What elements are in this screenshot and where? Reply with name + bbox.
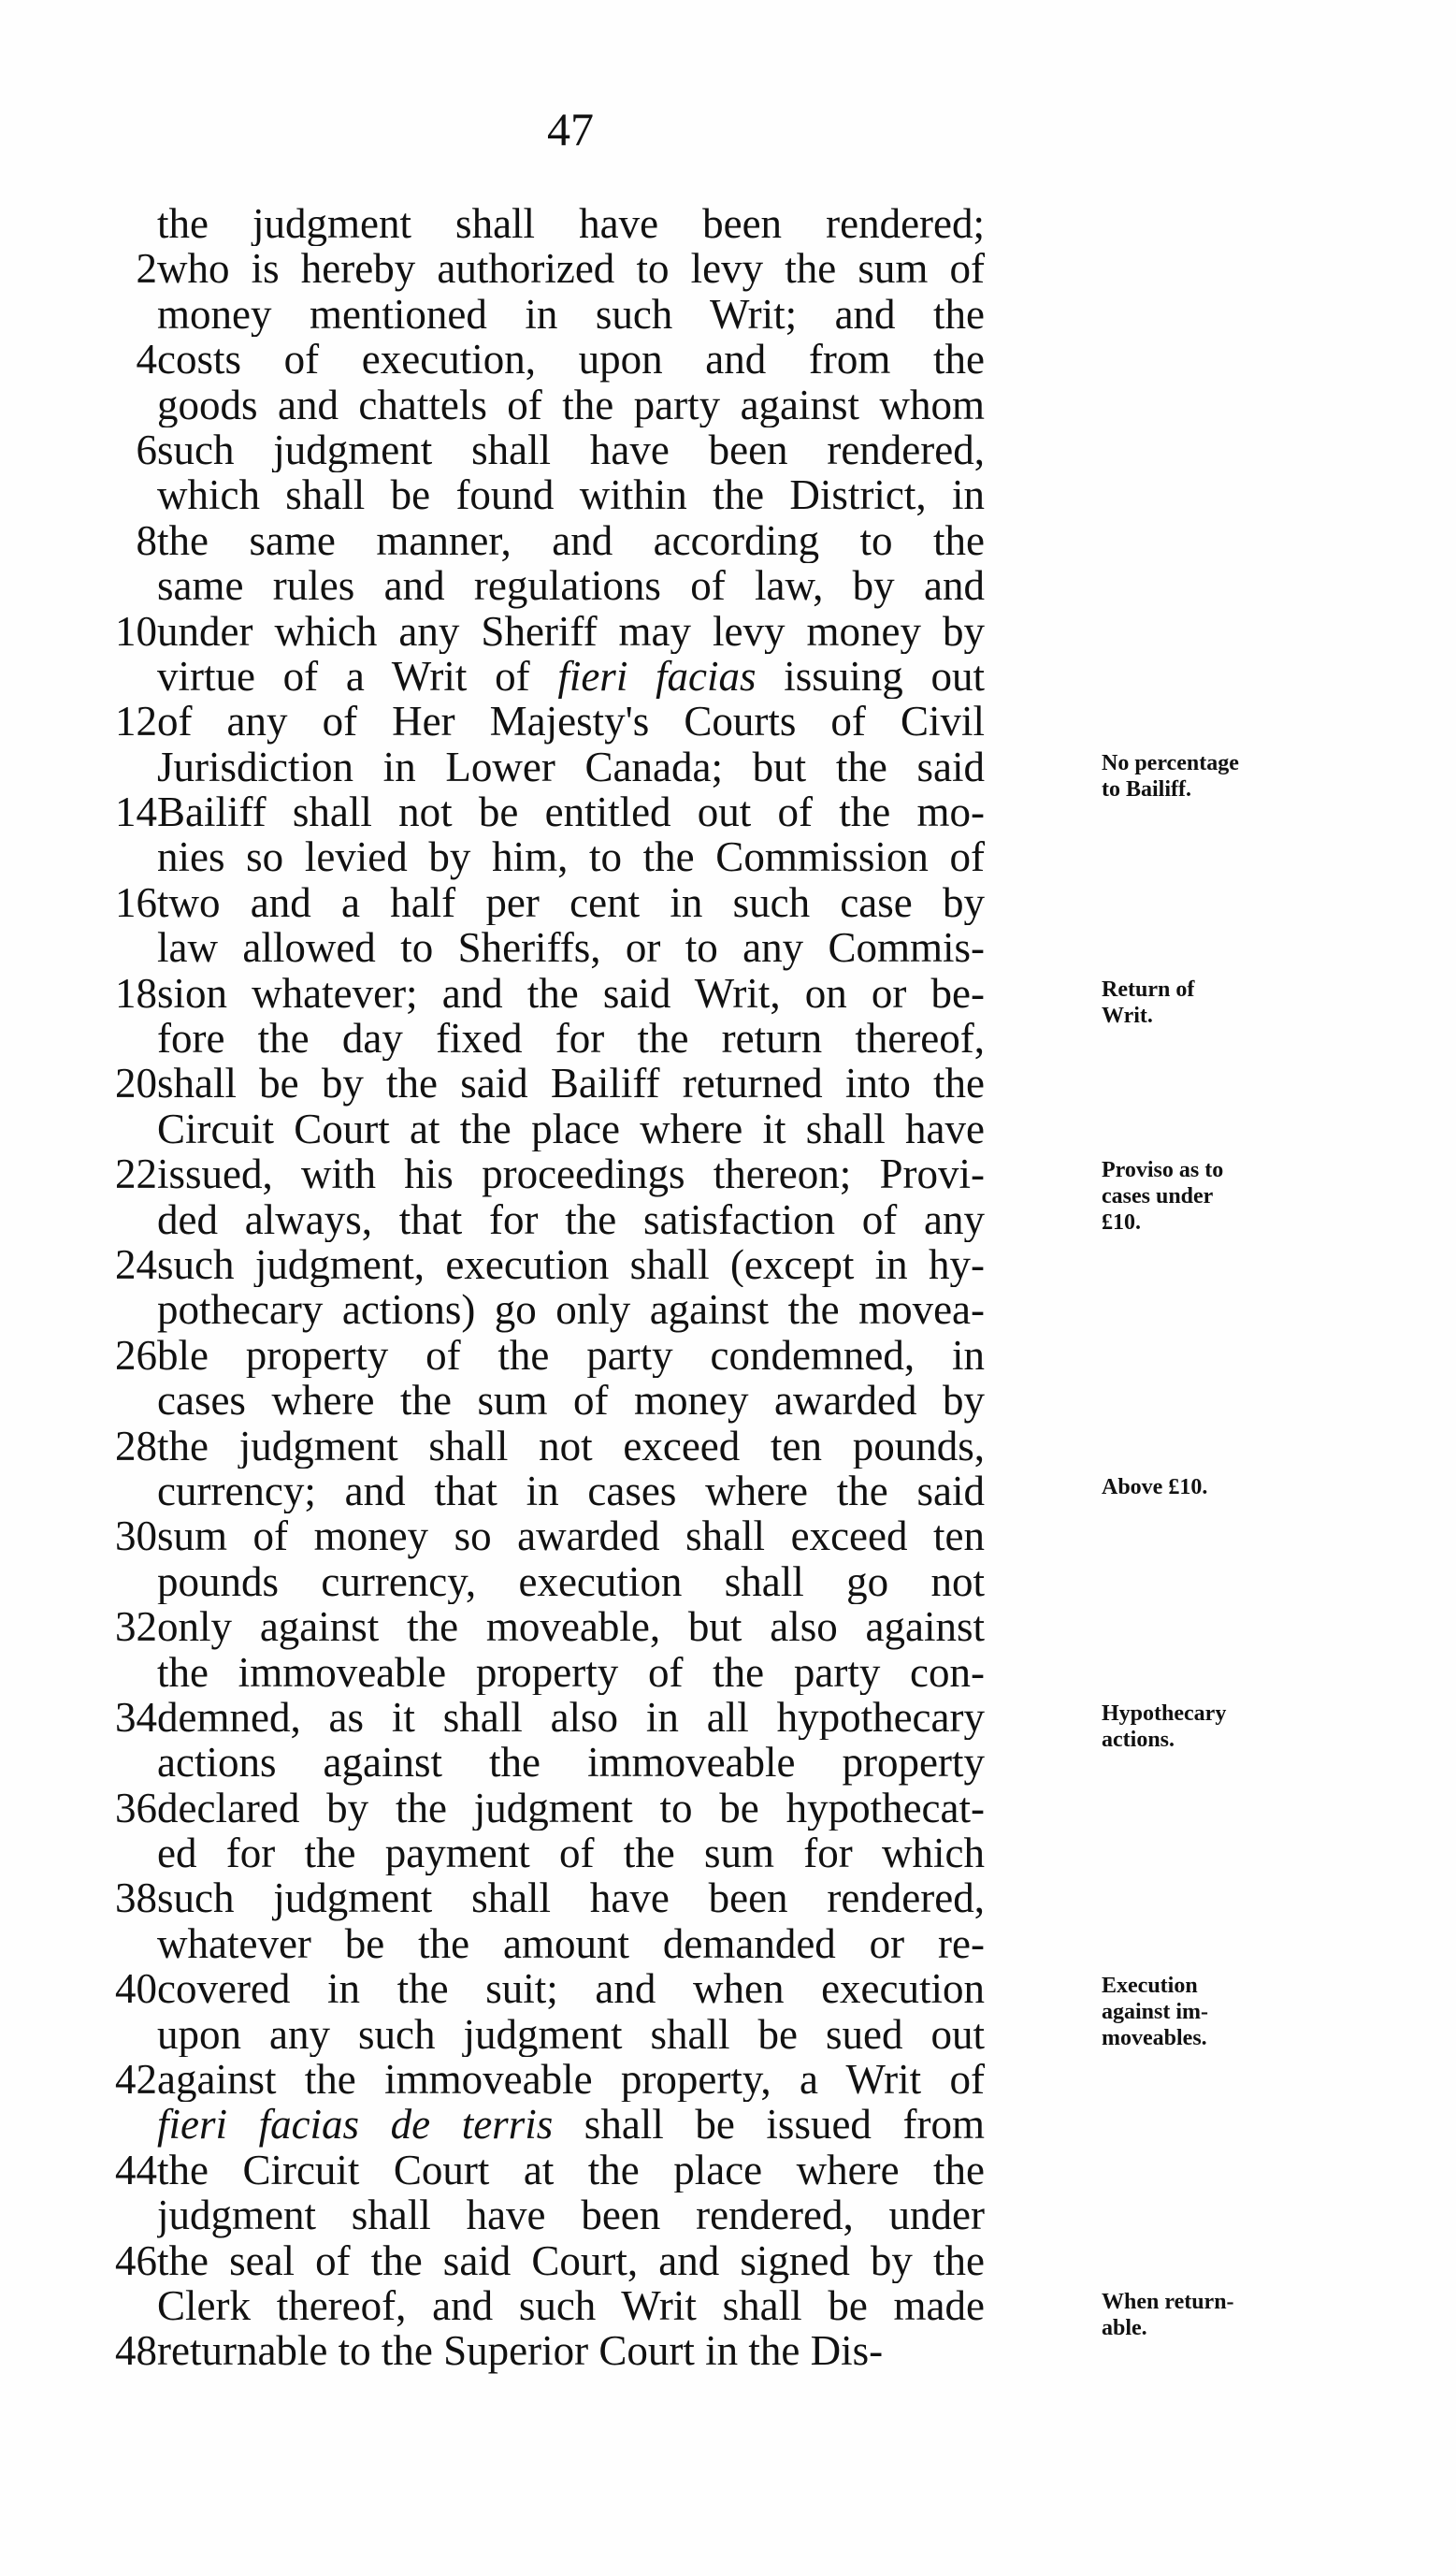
line-text: returnable to the Superior Court in the Dis- <box>157 2328 884 2374</box>
line-text: the judgment shall have been rendered; <box>157 201 985 247</box>
text-line <box>103 245 985 293</box>
line-number: 34 <box>115 1693 157 1741</box>
line-number: 16 <box>115 878 157 926</box>
text-line <box>103 1649 985 1695</box>
text-line <box>103 1965 985 2013</box>
page-number: 47 <box>547 103 594 155</box>
line-text: judgment shall have been rendered, under <box>157 2192 985 2238</box>
line-number: 42 <box>115 2056 157 2104</box>
line-text: fore the day fixed for the return thereof, <box>157 1016 985 1062</box>
line-number: 6 <box>136 426 157 473</box>
line-text: virtue of a Writ of fieri facias issuing out <box>157 653 985 700</box>
text-line <box>103 2011 985 2058</box>
text-line <box>103 1558 985 1605</box>
text-line <box>103 1512 985 1560</box>
text-line <box>103 1016 985 1062</box>
text-line <box>103 744 985 790</box>
text-line <box>103 653 985 700</box>
text-line <box>103 2236 985 2284</box>
line-number: 14 <box>115 789 157 836</box>
text-line <box>103 201 985 247</box>
text-line <box>103 563 985 609</box>
text-line <box>103 1874 985 1922</box>
line-text: under which any Sheriff may levy money by <box>157 608 985 654</box>
line-text: such judgment, execution shall (except in hy- <box>157 1241 985 1288</box>
text-line <box>103 789 985 836</box>
text-line <box>103 1151 985 1198</box>
line-number: 12 <box>115 698 157 745</box>
margin-note: Execution against im- moveables. <box>1102 1973 1208 2050</box>
text-line <box>103 1106 985 1152</box>
line-text: Jurisdiction in Lower Canada; but the said <box>157 744 985 790</box>
line-text: cases where the sum of money awarded by <box>157 1378 985 1424</box>
body-text <box>103 201 1239 2375</box>
line-text: currency; and that in cases where the said <box>157 1468 985 1514</box>
text-line <box>103 698 985 745</box>
line-text: the same manner, and according to the <box>157 517 985 564</box>
margin-note: Hypothecary actions. <box>1102 1701 1227 1753</box>
line-text: actions against the immoveable property <box>157 1740 985 1786</box>
line-number: 8 <box>136 516 157 564</box>
text-line <box>103 1693 985 1741</box>
text-line <box>103 2146 985 2193</box>
text-line <box>103 382 985 427</box>
margin-note: Proviso as to cases under £10. <box>1102 1158 1224 1236</box>
text-line <box>103 2102 985 2148</box>
line-text: ded always, that for the satisfaction of any <box>157 1196 985 1242</box>
line-text: covered in the suit; and when execution <box>157 1966 985 2012</box>
line-number: 22 <box>115 1151 157 1198</box>
line-text: money mentioned in such Writ; and the <box>157 291 985 338</box>
line-text: the immoveable property of the party con- <box>157 1649 985 1695</box>
line-text: sion whatever; and the said Writ, on or be- <box>157 970 985 1017</box>
line-text: only against the moveable, but also against <box>157 1604 985 1650</box>
text-line <box>103 1196 985 1242</box>
text-line <box>103 291 985 338</box>
line-text: upon any such judgment shall be sued out <box>157 2011 985 2058</box>
italic-latin-term: fieri facias de terris <box>157 2102 554 2148</box>
text-line <box>103 2192 985 2238</box>
line-text: two and a half per cent in such case by <box>157 879 985 926</box>
line-text: Bailiff shall not be entitled out of the mo- <box>157 789 985 835</box>
text-line <box>103 1378 985 1424</box>
margin-note: Return of Writ. <box>1102 977 1195 1028</box>
text-line <box>103 1784 985 1831</box>
line-text: goods and chattels of the party against whom <box>157 382 985 427</box>
text-line <box>103 1740 985 1786</box>
text-line <box>103 1920 985 1967</box>
line-number: 28 <box>115 1422 157 1469</box>
line-text: pounds currency, execution shall go not <box>157 1558 985 1605</box>
line-text: fieri facias de terris shall be issued from <box>157 2102 985 2148</box>
line-text: nies so levied by him, to the Commission of <box>157 834 985 880</box>
text-line <box>103 1422 985 1469</box>
line-text: sum of money so awarded shall exceed ten <box>157 1513 985 1559</box>
line-text: of any of Her Majesty's Courts of Civil <box>157 699 985 745</box>
line-number: 18 <box>115 969 157 1017</box>
italic-latin-term: fieri facias <box>557 653 757 700</box>
text-line <box>103 925 985 971</box>
line-text: such judgment shall have been rendered, <box>157 427 985 473</box>
text-line <box>103 2328 982 2373</box>
line-number: 44 <box>115 2146 157 2193</box>
line-text: demned, as it shall also in all hypothecary <box>157 1694 985 1741</box>
line-text: the judgment shall not exceed ten pounds, <box>157 1423 985 1469</box>
text-line <box>103 1831 985 1876</box>
margin-note: Above £10. <box>1102 1475 1208 1500</box>
text-line <box>103 1287 985 1333</box>
line-number: 36 <box>115 1784 157 1831</box>
line-text: ble property of the party condemned, in <box>157 1332 985 1379</box>
text-line <box>103 1060 985 1107</box>
text-line <box>103 1331 985 1379</box>
text-line <box>103 472 985 518</box>
line-text: pothecary actions) go only against the movea- <box>157 1287 985 1333</box>
text-line <box>103 1603 985 1651</box>
line-text: the Circuit Court at the place where the <box>157 2147 985 2193</box>
line-text: costs of execution, upon and from the <box>157 337 985 383</box>
line-number: 30 <box>115 1512 157 1560</box>
line-text: which shall be found within the District, in <box>157 472 985 518</box>
text-line <box>103 336 985 384</box>
text-line <box>103 516 985 564</box>
line-number: 40 <box>115 1965 157 2013</box>
line-number: 26 <box>115 1331 157 1379</box>
text-line <box>103 2282 985 2329</box>
line-text: issued, with his proceedings thereon; Provi- <box>157 1151 985 1197</box>
line-number: 38 <box>115 1874 157 1922</box>
line-number: 4 <box>136 336 157 384</box>
text-line <box>103 834 985 880</box>
text-line <box>103 878 985 926</box>
line-text: Circuit Court at the place where it shall have <box>157 1106 985 1152</box>
text-line <box>103 607 985 655</box>
text-line <box>103 2056 985 2104</box>
text-line <box>103 1468 985 1514</box>
line-number: 24 <box>115 1240 157 1288</box>
line-text: Clerk thereof, and such Writ shall be made <box>157 2282 985 2329</box>
line-text: such judgment shall have been rendered, <box>157 1875 985 1921</box>
text-line <box>103 1240 985 1288</box>
line-number: 20 <box>115 1060 157 1107</box>
line-text: against the immoveable property, a Writ of <box>157 2057 985 2103</box>
text-line <box>103 969 985 1017</box>
line-text: the seal of the said Court, and signed by the <box>157 2237 985 2283</box>
line-number: 46 <box>115 2236 157 2284</box>
margin-note: When return- able. <box>1102 2290 1234 2341</box>
text-line <box>103 426 985 473</box>
margin-note: No percentage to Bailiff. <box>1102 750 1239 802</box>
line-text: declared by the judgment to be hypothecat- <box>157 1785 985 1831</box>
line-number: 48 <box>115 2327 157 2375</box>
line-text: ed for the payment of the sum for which <box>157 1831 985 1876</box>
line-number: 32 <box>115 1603 157 1651</box>
line-text: whatever be the amount demanded or re- <box>157 1920 985 1967</box>
line-text: shall be by the said Bailiff returned into the <box>157 1061 985 1107</box>
line-text: who is hereby authorized to levy the sum of <box>157 246 985 292</box>
line-text: same rules and regulations of law, by and <box>157 563 985 609</box>
line-number: 10 <box>115 607 157 655</box>
line-number: 2 <box>136 245 157 293</box>
line-text: law allowed to Sheriffs, or to any Commis- <box>157 925 985 971</box>
